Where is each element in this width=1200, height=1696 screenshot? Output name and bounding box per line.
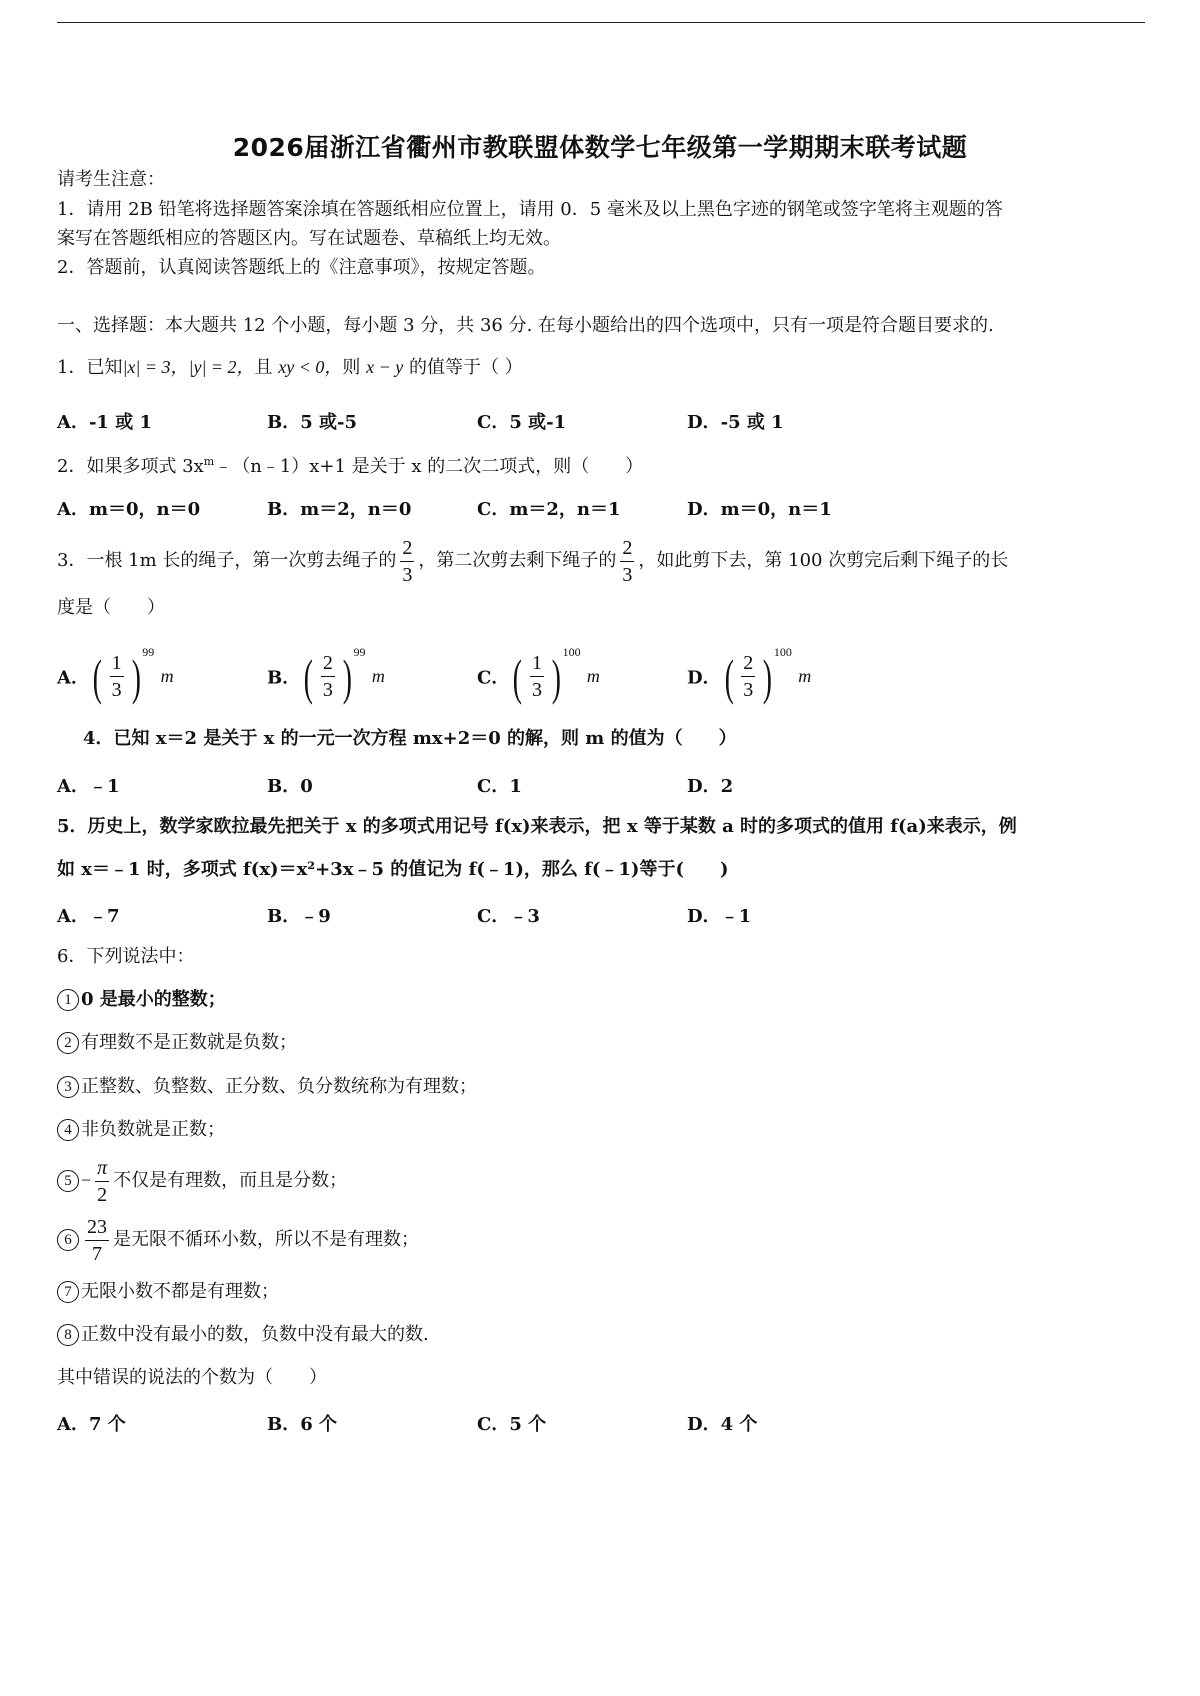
q1-then: 则 (342, 357, 361, 378)
q3-fraction-2: $\frac{2}{3}$ (622, 536, 633, 586)
q5-option-b[interactable]: B．﹣9 (267, 906, 331, 927)
question-3 (57, 534, 1008, 588)
q2-option-b[interactable]: B．m＝2，n＝0 (267, 499, 412, 520)
q5-option-d[interactable]: D．﹣1 (687, 906, 752, 927)
q1-option-c[interactable]: C．5 或-1 (477, 412, 567, 433)
circle-number-6: 6 (57, 1229, 79, 1251)
q2-option-a[interactable]: A．m＝0，n＝0 (57, 499, 201, 520)
q1-suffix: 的值等于（ ） (409, 357, 523, 378)
q3-text-b: ，第二次剪去剩下绳子的 (418, 550, 617, 571)
q6-option-c[interactable]: C．5 个 (477, 1414, 547, 1435)
notice-item-1a: 1．请用 2B 铅笔将选择题答案涂填在答题纸相应位置上，请用 0．5 毫米及以上黑色字迹的钢笔或签字笔将主观题的答 (57, 199, 1003, 220)
q1-option-a[interactable]: A．-1 或 1 (57, 412, 153, 433)
q2-text-a: 2．如果多项式 3x (57, 456, 204, 477)
circle-number-3: 3 (57, 1076, 79, 1098)
circle-number-5: 5 (57, 1170, 79, 1192)
q1-option-b[interactable]: B．5 或-5 (267, 412, 357, 433)
q3-text-a: 3．一根 1m 长的绳子，第一次剪去绳子的 (57, 550, 397, 571)
circle-number-1: 1 (57, 989, 79, 1011)
q1-cond3: xy < 0， (278, 357, 343, 377)
q2-sup: m (203, 455, 215, 468)
q1-option-d[interactable]: D．-5 或 1 (687, 412, 784, 433)
statement-7: 7 无限小数不都是有理数； (57, 1280, 279, 1304)
q1-cond1: |x| = 3， (122, 357, 189, 377)
q3-option-a[interactable]: A． ( $\frac{1}{3}$ ) 99 m (57, 645, 174, 705)
q3-text-c: ，如此剪下去，第 100 次剪完后剩下绳子的长 (638, 550, 1009, 571)
q2-option-c[interactable]: C．m＝2，n＝1 (477, 499, 621, 520)
notice-item-2: 2．答题前，认真阅读答题纸上的《注意事项》，按规定答题。 (57, 257, 546, 278)
question-1 (57, 355, 523, 380)
circle-number-8: 8 (57, 1324, 79, 1346)
q6-option-a[interactable]: A．7 个 (57, 1414, 126, 1435)
notice-heading: 请考生注意： (57, 169, 165, 190)
question-5b: 如 x＝﹣1 时，多项式 f(x)＝x²+3x﹣5 的值记为 f(﹣1)，那么 f(﹣1)等于( ) (57, 859, 729, 880)
statement-4: 4 非负数就是正数； (57, 1118, 225, 1142)
top-rule (57, 22, 1145, 23)
statement-5: 5 − $\frac{\pi}{2}$ 不仅是有理数，而且是分数； (57, 1152, 347, 1209)
q4-option-d[interactable]: D．2 (687, 776, 734, 797)
q4-option-a[interactable]: A．﹣1 (57, 776, 120, 797)
q1-expr: x − y (366, 357, 404, 377)
q2-option-d[interactable]: D．m＝0，n＝1 (687, 499, 832, 520)
statement-6: 6 $\frac{23}{7}$ 是无限不循环小数，所以不是有理数； (57, 1212, 419, 1268)
q4-option-c[interactable]: C．1 (477, 776, 522, 797)
q3-option-c[interactable]: C． ( $\frac{1}{3}$ ) 100 m (477, 645, 600, 705)
statement-1: 1 0 是最小的整数； (57, 988, 226, 1012)
question-4: 4．已知 x＝2 是关于 x 的一元一次方程 mx+2＝0 的解，则 m 的值为（ ） (83, 728, 737, 749)
q3-option-d[interactable]: D． ( $\frac{2}{3}$ ) 100 m (687, 645, 812, 705)
statement-3: 3 正整数、负整数、正分数、负分数统称为有理数； (57, 1075, 477, 1099)
q1-prefix: 1．已知 (57, 357, 123, 378)
circle-number-4: 4 (57, 1119, 79, 1141)
q6-option-b[interactable]: B．6 个 (267, 1414, 338, 1435)
page-title: 2026届浙江省衢州市教联盟体数学七年级第一学期期末联考试题 (232, 133, 968, 162)
statement-8: 8 正数中没有最小的数，负数中没有最大的数. (57, 1323, 429, 1347)
q3-option-b[interactable]: B． ( $\frac{2}{3}$ ) 99 m (267, 645, 385, 705)
q1-cond2: |y| = 2， (188, 357, 255, 377)
q6-ask: 其中错误的说法的个数为（ ） (57, 1367, 327, 1388)
question-5a: 5．历史上，数学家欧拉最先把关于 x 的多项式用记号 f(x)来表示，把 x 等于某数 a 时的多项式的值用 f(a)来表示，例 (57, 816, 1017, 837)
notice-item-1b: 案写在答题纸相应的答题区内。写在试题卷、草稿纸上均无效。 (57, 228, 561, 249)
q5-option-a[interactable]: A．﹣7 (57, 906, 120, 927)
question-2 (57, 450, 643, 479)
q1-mid: 且 (254, 357, 273, 378)
q3-fraction-1: $\frac{2}{3}$ (402, 536, 413, 586)
q2-text-b: ﹣（n﹣1）x+1 是关于 x 的二次二项式，则（ ） (214, 456, 644, 477)
q6-option-d[interactable]: D．4 个 (687, 1414, 758, 1435)
statement-2: 2 有理数不是正数就是负数； (57, 1031, 297, 1055)
question-6: 6．下列说法中： (57, 946, 195, 967)
q3-text-d: 度是（ ） (57, 597, 165, 618)
pi-over-2-fraction: $\frac{\pi}{2}$ (97, 1156, 108, 1206)
23-over-7-fraction: $\frac{23}{7}$ (87, 1215, 107, 1265)
q4-option-b[interactable]: B．0 (267, 776, 313, 797)
q3-options (57, 642, 1057, 712)
circle-number-2: 2 (57, 1032, 79, 1054)
section-heading: 一、选择题：本大题共 12 个小题，每小题 3 分，共 36 分. 在每小题给出的四个选项中，只有一项是符合题目要求的. (57, 315, 994, 336)
q5-option-c[interactable]: C．﹣3 (477, 906, 540, 927)
circle-number-7: 7 (57, 1281, 79, 1303)
